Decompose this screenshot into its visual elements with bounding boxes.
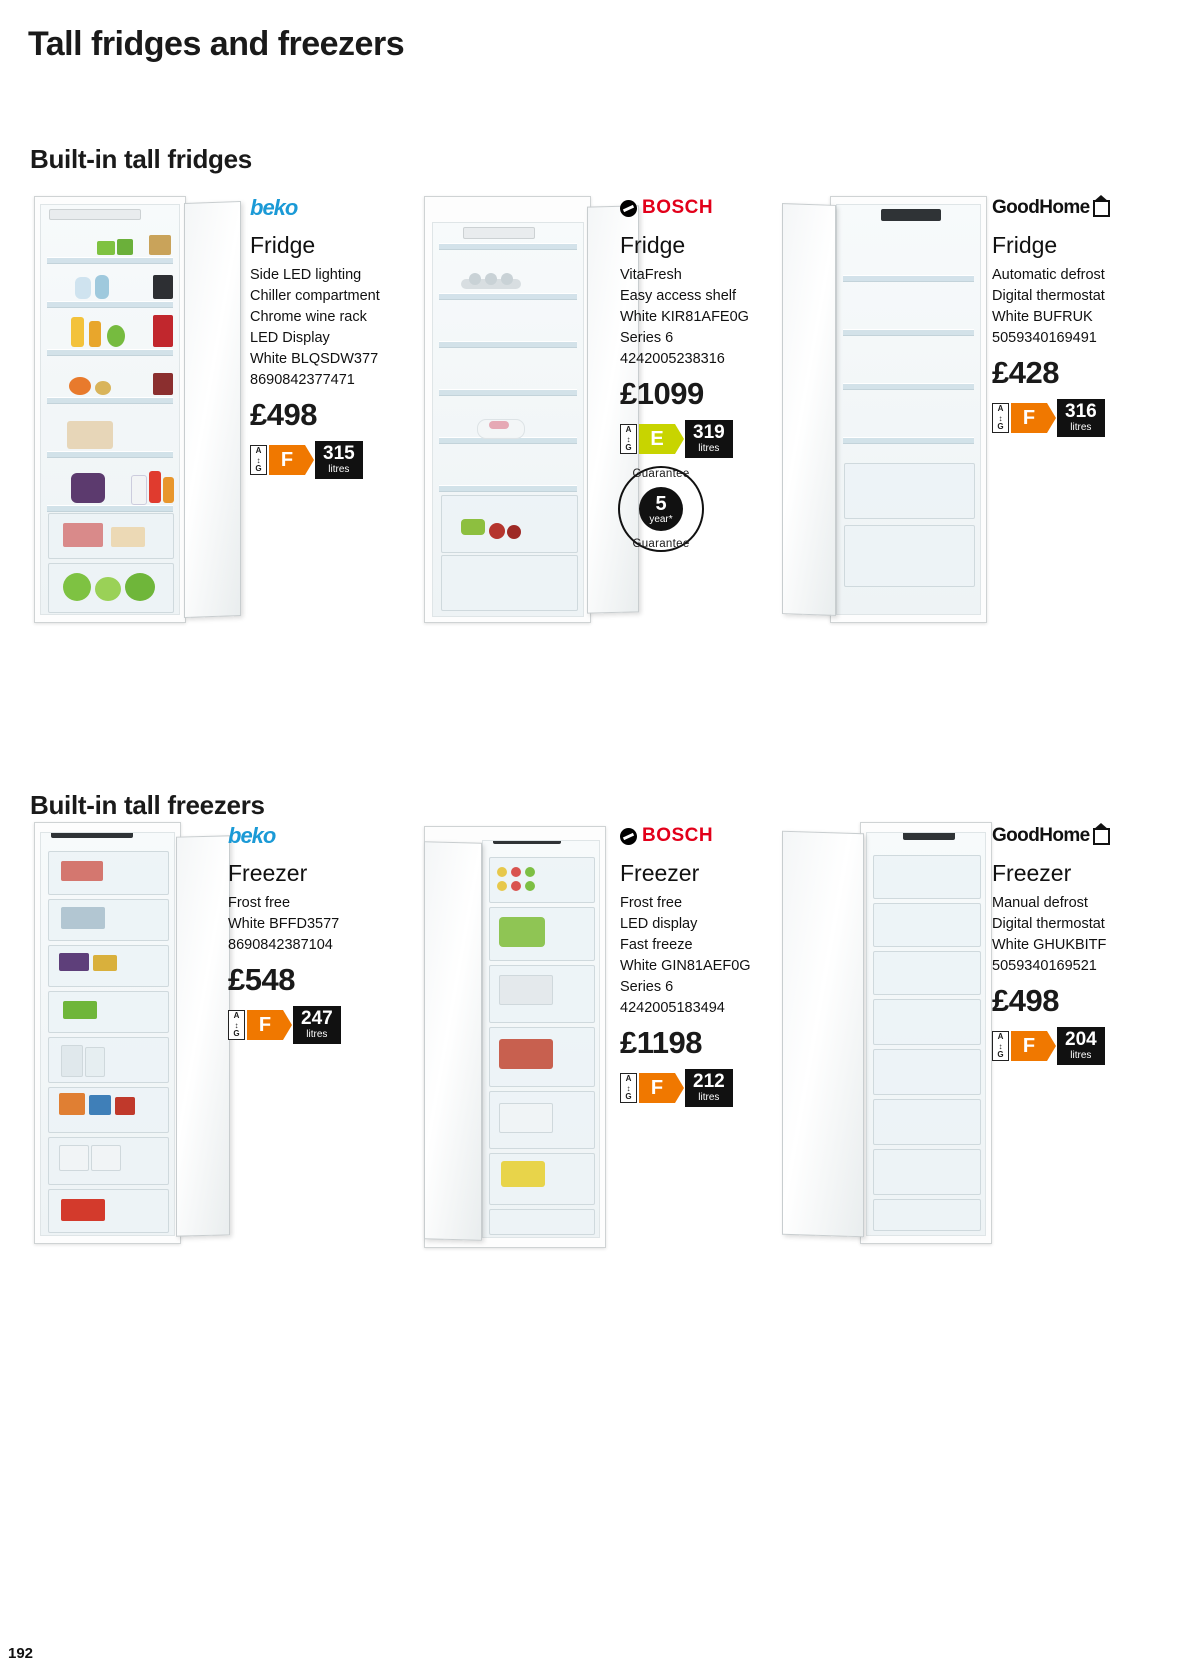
bosch-mark-icon xyxy=(620,200,637,217)
feature-line: Fast freeze xyxy=(620,937,693,953)
brand-logo-beko: beko xyxy=(250,195,298,220)
energy-label xyxy=(250,445,305,475)
page-number: 192 xyxy=(8,1645,34,1662)
product-badges xyxy=(620,420,775,458)
energy-scale-bottom: G xyxy=(255,464,262,473)
energy-label xyxy=(228,1010,283,1040)
energy-scale-top: A xyxy=(997,404,1004,413)
feature-line: Manual defrost xyxy=(992,895,1088,911)
product-price: £1198 xyxy=(620,1025,702,1060)
energy-label xyxy=(992,1031,1047,1061)
energy-scale-top: A xyxy=(625,425,632,434)
feature-line: 4242005238316 xyxy=(620,351,725,367)
feature-line: LED display xyxy=(620,916,698,932)
product-bosch-freezer[interactable] xyxy=(620,824,780,1107)
product-goodhome-fridge[interactable] xyxy=(992,196,1152,437)
energy-scale-bottom: G xyxy=(233,1029,240,1038)
energy-arrow-icon: ↕ xyxy=(626,1083,631,1093)
energy-arrow-icon: ↕ xyxy=(256,455,261,465)
feature-line: Chiller compartment xyxy=(250,288,380,304)
product-beko-freezer[interactable] xyxy=(228,824,378,1044)
feature-line: Side LED lighting xyxy=(250,267,362,283)
brand-logo-bosch: BOSCH xyxy=(620,824,780,848)
product-name: Freezer xyxy=(228,860,308,886)
product-bosch-fridge[interactable] xyxy=(620,196,775,458)
product-beko-fridge[interactable] xyxy=(250,196,400,479)
product-goodhome-freezer[interactable] xyxy=(992,824,1152,1065)
energy-scale-bottom: G xyxy=(625,443,632,452)
guarantee-years: 5 xyxy=(655,492,667,515)
product-badges xyxy=(992,399,1152,437)
capacity-badge: 247 litres xyxy=(293,1006,341,1044)
product-features xyxy=(620,893,780,1019)
page-title: Tall fridges and freezers xyxy=(28,24,405,63)
feature-line: 5059340169491 xyxy=(992,330,1097,346)
bosch-mark-icon xyxy=(620,828,637,845)
energy-arrow-icon: ↕ xyxy=(626,434,631,444)
feature-line: Frost free xyxy=(228,895,291,911)
energy-scale-bottom: G xyxy=(997,1050,1004,1059)
product-price: £498 xyxy=(992,983,1059,1018)
feature-line: White GHUKBITF xyxy=(992,937,1107,953)
feature-line: LED Display xyxy=(250,330,330,346)
capacity-badge: 204 litres xyxy=(1057,1027,1105,1065)
brand-logo-goodhome: GoodHome xyxy=(992,196,1152,220)
product-name: Fridge xyxy=(250,232,316,258)
feature-line: White KIR81AFE0G xyxy=(620,309,749,325)
product-price: £1099 xyxy=(620,376,704,411)
energy-rating-letter: F xyxy=(639,1073,675,1103)
product-features xyxy=(250,265,400,391)
energy-scale-top: A xyxy=(233,1011,240,1020)
feature-line: White BUFRUK xyxy=(992,309,1093,325)
energy-rating-letter: F xyxy=(1011,403,1047,433)
feature-line: 4242005183494 xyxy=(620,1000,725,1016)
product-features xyxy=(992,265,1152,349)
energy-label xyxy=(992,403,1047,433)
energy-rating-letter: F xyxy=(1011,1031,1047,1061)
product-image-bosch-fridge xyxy=(424,196,639,621)
product-image-bosch-freezer xyxy=(424,826,632,1246)
energy-arrow-icon: ↕ xyxy=(998,413,1003,423)
house-icon xyxy=(1093,828,1110,845)
feature-line: Chrome wine rack xyxy=(250,309,367,325)
feature-line: VitaFresh xyxy=(620,267,682,283)
product-image-beko-freezer xyxy=(34,822,239,1242)
feature-line: Digital thermostat xyxy=(992,288,1105,304)
capacity-badge: 315 litres xyxy=(315,441,363,479)
product-badges xyxy=(992,1027,1152,1065)
energy-rating-letter: E xyxy=(639,424,675,454)
energy-scale-top: A xyxy=(997,1032,1004,1041)
guarantee-stamp xyxy=(618,466,704,552)
energy-rating-letter: F xyxy=(247,1010,283,1040)
product-badges xyxy=(620,1069,780,1107)
guarantee-years-label: year* xyxy=(649,513,673,525)
section-title-built-in-tall-fridges: Built-in tall fridges xyxy=(30,143,252,174)
feature-line: White BLQSDW377 xyxy=(250,351,379,367)
section-title-built-in-tall-freezers: Built-in tall freezers xyxy=(30,789,265,820)
brand-logo-goodhome: GoodHome xyxy=(992,824,1152,848)
product-features xyxy=(228,893,378,956)
energy-arrow-icon: ↕ xyxy=(998,1041,1003,1051)
product-price: £548 xyxy=(228,962,295,997)
product-name: Fridge xyxy=(992,232,1058,258)
energy-scale-bottom: G xyxy=(997,422,1004,431)
feature-line: 8690842377471 xyxy=(250,372,355,388)
energy-label xyxy=(620,424,675,454)
energy-scale-bottom: G xyxy=(625,1092,632,1101)
product-name: Freezer xyxy=(992,860,1072,886)
brand-logo-beko: beko xyxy=(228,823,276,848)
product-name: Freezer xyxy=(620,860,700,886)
capacity-badge: 316 litres xyxy=(1057,399,1105,437)
feature-line: Digital thermostat xyxy=(992,916,1105,932)
guarantee-top-label: Guarantee xyxy=(632,468,690,480)
product-features xyxy=(620,265,775,370)
feature-line: Automatic defrost xyxy=(992,267,1105,283)
energy-scale-top: A xyxy=(625,1074,632,1083)
brand-logo-bosch: BOSCH xyxy=(620,196,775,220)
energy-label xyxy=(620,1073,675,1103)
house-icon xyxy=(1093,200,1110,217)
product-price: £498 xyxy=(250,397,317,432)
energy-scale-top: A xyxy=(255,446,262,455)
product-features xyxy=(992,893,1152,977)
product-name: Fridge xyxy=(620,232,686,258)
product-price: £428 xyxy=(992,355,1059,390)
feature-line: 5059340169521 xyxy=(992,958,1097,974)
feature-line: White BFFD3577 xyxy=(228,916,340,932)
feature-line: Easy access shelf xyxy=(620,288,737,304)
energy-arrow-icon: ↕ xyxy=(234,1020,239,1030)
capacity-badge: 319 litres xyxy=(685,420,733,458)
guarantee-bottom-label: Guarantee xyxy=(632,538,690,550)
feature-line: Series 6 xyxy=(620,330,674,346)
feature-line: Series 6 xyxy=(620,979,674,995)
product-image-goodhome-freezer xyxy=(782,822,992,1242)
product-badges xyxy=(250,441,400,479)
capacity-badge: 212 litres xyxy=(685,1069,733,1107)
feature-line: 8690842387104 xyxy=(228,937,333,953)
product-image-beko-fridge xyxy=(34,196,249,621)
product-image-goodhome-fridge xyxy=(782,196,992,621)
energy-rating-letter: F xyxy=(269,445,305,475)
feature-line: White GIN81AEF0G xyxy=(620,958,751,974)
feature-line: Frost free xyxy=(620,895,683,911)
product-badges xyxy=(228,1006,378,1044)
